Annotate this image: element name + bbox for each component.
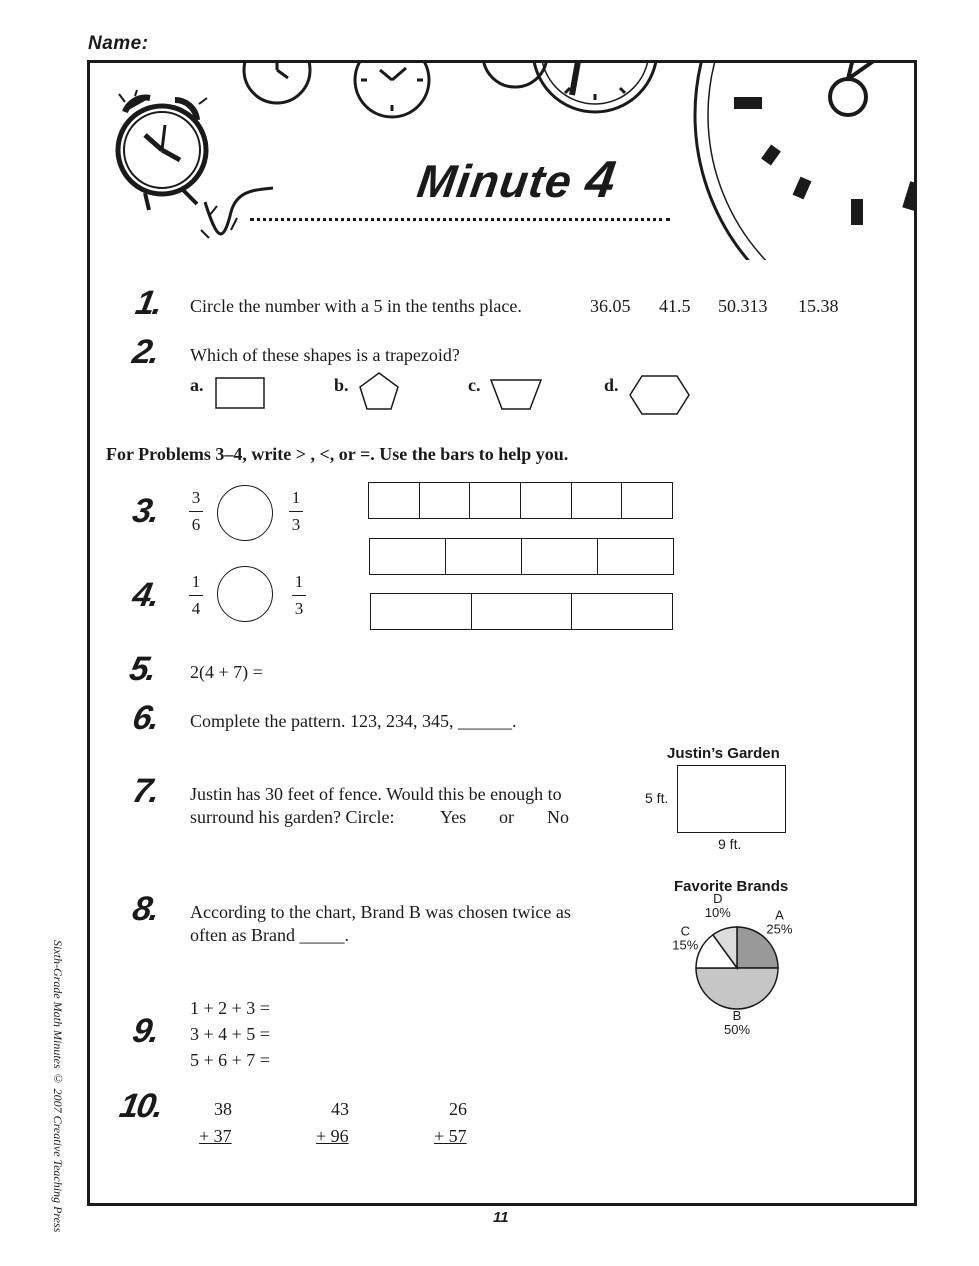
fraction-bar-segment xyxy=(472,594,573,629)
question-number: 8. xyxy=(129,890,161,928)
denominator: 6 xyxy=(191,515,201,534)
chart-title: Favorite Brands xyxy=(674,878,789,895)
answer-or: or xyxy=(499,807,514,827)
pie-chart xyxy=(655,890,815,1050)
answer-choice[interactable]: 15.38 xyxy=(798,296,839,316)
addend-bottom: + 96 xyxy=(316,1126,349,1146)
numerator: 3 xyxy=(191,488,201,507)
answer-no[interactable]: No xyxy=(547,807,569,827)
pentagon-shape[interactable] xyxy=(360,373,398,409)
large-clock-icon xyxy=(695,60,917,260)
option-label: a. xyxy=(190,375,204,395)
question-text: Complete the pattern. 123, 234, 345, ______. xyxy=(190,711,517,731)
fraction-bar-segment xyxy=(598,539,673,574)
equation-line: 5 + 6 + 7 = xyxy=(190,1050,270,1070)
fraction-bar-segment xyxy=(369,483,420,518)
denominator: 4 xyxy=(191,599,201,618)
hexagon-shape[interactable] xyxy=(630,376,689,414)
option-label: c. xyxy=(468,375,481,395)
title-dotted-divider xyxy=(250,218,670,221)
addend-bottom: + 57 xyxy=(434,1126,467,1146)
pie-value-label: 50% xyxy=(723,1022,751,1037)
fraction-bar-segment xyxy=(521,483,572,518)
page-title xyxy=(414,150,620,210)
page-number: 11 xyxy=(493,1209,509,1226)
garden-title: Justin’s Garden xyxy=(667,745,780,762)
instructions: For Problems 3–4, write > , <, or =. Use the bars to help you. xyxy=(106,444,569,464)
trapezoid-shape[interactable] xyxy=(491,380,541,409)
name-label: Name: xyxy=(88,33,149,54)
fraction-bar-thirds xyxy=(370,593,673,630)
garden-bottom-label: 9 ft. xyxy=(718,836,742,852)
garden-side-label: 5 ft. xyxy=(645,790,669,806)
question-text: surround his garden? Circle: xyxy=(190,807,395,827)
fraction-bar-segment xyxy=(622,483,672,518)
equation-line: 1 + 2 + 3 = xyxy=(190,998,270,1018)
copyright-sidebar: Sixth-Grade Math Minutes © 2007 Creative Teaching Press xyxy=(51,940,65,1233)
fraction-left xyxy=(189,487,203,536)
alarm-clock-icon xyxy=(105,90,280,250)
fraction-right xyxy=(289,487,303,536)
question-number: 6. xyxy=(129,699,161,737)
fraction-right xyxy=(292,571,306,620)
pie-value-label: 10% xyxy=(704,905,731,921)
question-text: often as Brand _____. xyxy=(190,925,349,945)
addend-bottom: + 37 xyxy=(199,1126,232,1146)
pie-label: A xyxy=(775,907,784,923)
fraction-bar-sixths xyxy=(368,482,673,519)
denominator: 3 xyxy=(294,599,304,618)
fraction-bar-segment xyxy=(446,539,522,574)
numerator: 1 xyxy=(191,572,201,591)
pie-label: D xyxy=(713,891,723,907)
option-label: b. xyxy=(334,375,349,395)
rectangle-shape[interactable] xyxy=(216,378,264,408)
denominator: 3 xyxy=(291,515,301,534)
compare-circle[interactable] xyxy=(217,566,273,622)
addend-top: 43 xyxy=(331,1099,349,1119)
numerator: 1 xyxy=(294,572,304,591)
small-clock-icon xyxy=(533,60,657,112)
question-number: 2. xyxy=(129,333,161,371)
addend-top: 26 xyxy=(449,1099,467,1119)
fraction-bar-fourths xyxy=(369,538,674,575)
question-text: According to the chart, Brand B was chosen twice as xyxy=(190,902,571,922)
question-number: 3. xyxy=(129,492,161,530)
question-number: 1. xyxy=(132,284,164,322)
addend-top: 38 xyxy=(214,1099,232,1119)
pie-label: C xyxy=(680,923,691,939)
question-number: 7. xyxy=(129,772,161,810)
question-text: Justin has 30 feet of fence. Would this be enough to xyxy=(190,784,562,804)
answer-choice[interactable]: 41.5 xyxy=(659,296,691,316)
question-text: 2(4 + 7) = xyxy=(190,662,263,682)
fraction-bar-segment xyxy=(572,594,672,629)
fraction-bar-segment xyxy=(572,483,623,518)
pie-value-label: 25% xyxy=(766,921,793,937)
equation-line: 3 + 4 + 5 = xyxy=(190,1024,270,1044)
compare-circle[interactable] xyxy=(217,485,273,541)
garden-rectangle xyxy=(677,765,786,833)
answer-choice[interactable]: 36.05 xyxy=(590,296,631,316)
shape-options xyxy=(210,370,700,420)
answer-choice[interactable]: 50.313 xyxy=(718,296,768,316)
fraction-left xyxy=(189,571,203,620)
small-clock-icon xyxy=(355,60,429,117)
question-number: 10. xyxy=(116,1087,165,1125)
question-text: Which of these shapes is a trapezoid? xyxy=(190,345,460,365)
question-text: Circle the number with a 5 in the tenths place. xyxy=(190,296,522,316)
fraction-bar-segment xyxy=(420,483,471,518)
pie-label: B xyxy=(732,1008,742,1023)
fraction-bar-segment xyxy=(371,594,472,629)
question-number: 9. xyxy=(129,1012,161,1050)
fraction-bar-segment xyxy=(470,483,521,518)
question-number: 4. xyxy=(129,576,161,614)
pie-value-label: 15% xyxy=(672,937,699,953)
question-number: 5. xyxy=(126,650,158,688)
fraction-bar-segment xyxy=(370,539,446,574)
title-number: 4 xyxy=(581,151,620,209)
fraction-bar-segment xyxy=(522,539,598,574)
pie-slice-b xyxy=(696,968,778,1009)
title-word: Minute xyxy=(414,155,576,207)
answer-yes[interactable]: Yes xyxy=(440,807,467,827)
option-label: d. xyxy=(604,375,619,395)
numerator: 1 xyxy=(291,488,301,507)
